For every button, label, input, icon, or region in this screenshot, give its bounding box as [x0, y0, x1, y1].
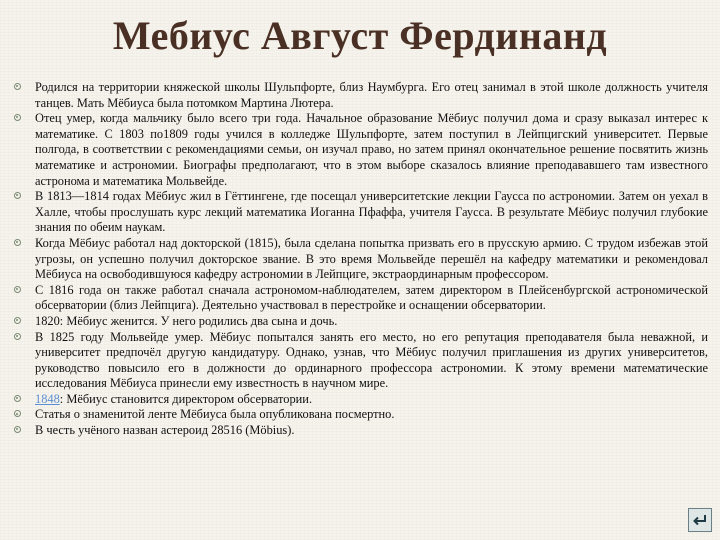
bullet-item	[14, 80, 708, 111]
bullet-icon	[14, 114, 21, 121]
bullet-item	[14, 392, 708, 408]
bullet-text: 1820: Мёбиус женится. У него родились два сына и дочь.	[35, 313, 338, 328]
bullet-item	[14, 236, 708, 283]
bullet-item	[14, 189, 708, 236]
bullet-item	[14, 314, 708, 330]
bullet-icon	[14, 395, 21, 402]
bullet-list	[14, 80, 708, 439]
bullet-icon	[14, 317, 21, 324]
bullet-icon	[14, 286, 21, 293]
return-arrow-icon	[692, 512, 708, 528]
bullet-text: Когда Мёбиус работал над докторской (1815), была сделана попытка призвать его в прусскую армию. С трудом избежав этой угрозы, он успешно получил докторское звание. В это время Мольвейде перешёл на кафедру математики и рекомендовал Мёбиуса на освободившуюся кафедру астрономии в Лейпциге, экстраординарным профессором.	[35, 235, 708, 282]
bullet-text: В 1813—1814 годах Мёбиус жил в Гёттингене, где посещал университетские лекции Гаусса по астрономии. Затем он уехал в Халле, чтобы прослушать курс лекций математика Иоганна Пфаффа, учителя Гаусса. В результате Мёбиус получил глубокие знания по обеим наукам.	[35, 189, 708, 235]
bullet-text: В честь учёного назван астероид 28516 (Möbius).	[35, 423, 295, 438]
bullet-icon	[14, 333, 21, 340]
year-link[interactable]: 1848	[35, 391, 60, 406]
bullet-icon	[14, 239, 21, 246]
bullet-icon	[14, 410, 21, 417]
bullet-icon	[14, 426, 21, 433]
bullet-text: Статья о знаменитой ленте Мёбиуса была опубликована посмертно.	[35, 407, 395, 422]
bullet-text: Родился на территории княжеской школы Шульпфорте, близ Наумбурга. Его отец занимал в этой школе должность учителя танцев. Мать Мёбиуса была потомком Мартина Лютера.	[35, 80, 708, 110]
bullet-text: В 1825 году Мольвейде умер. Мёбиус попытался занять его место, но его репутация преподавателя была неважной, и университет предпочёл другую кандидатуру. Однако, узнав, что Мёбиус получил приглашения из других университетов, руководство повысило его в должности до ординарного профессора астрономии. К этому времени математические исследования Мёбиуса принесли ему известность в научном мире.	[35, 329, 708, 391]
return-button[interactable]	[688, 508, 712, 532]
bullet-text: Отец умер, когда мальчику было всего три года. Начальное образование Мёбиус получил дома и сразу выказал интерес к математике. С 1803 по1809 годы учился в колледже Шульпфорте, затем поступил в Лейпцигский университет. Первые полгода, в соответствии с рекомендациями семьи, он изучал право, но затем принял окончательное решение посвятить жизнь математике и астрономии. Биографы предполагают, что в этом выборе сказалось влияние преподававшего там известного астронома и математика Мольвейде.	[35, 111, 708, 188]
bullet-text: С 1816 года он также работал сначала астрономом-наблюдателем, затем директором в Плейсенбургской астрономической обсерватории (близ Лейпцига). Деятельно участвовал в перестройке и оснащении обсерватории.	[35, 282, 708, 313]
bullet-icon	[14, 83, 21, 90]
bullet-item	[14, 330, 708, 392]
bullet-icon	[14, 192, 21, 199]
bullet-item	[14, 423, 708, 439]
bullet-item	[14, 407, 708, 423]
slide-title: Мебиус Август Фердинанд	[112, 13, 608, 58]
bullet-text: : Мёбиус становится директором обсерватории.	[59, 391, 313, 406]
bullet-item	[14, 111, 708, 189]
bullet-item	[14, 283, 708, 314]
